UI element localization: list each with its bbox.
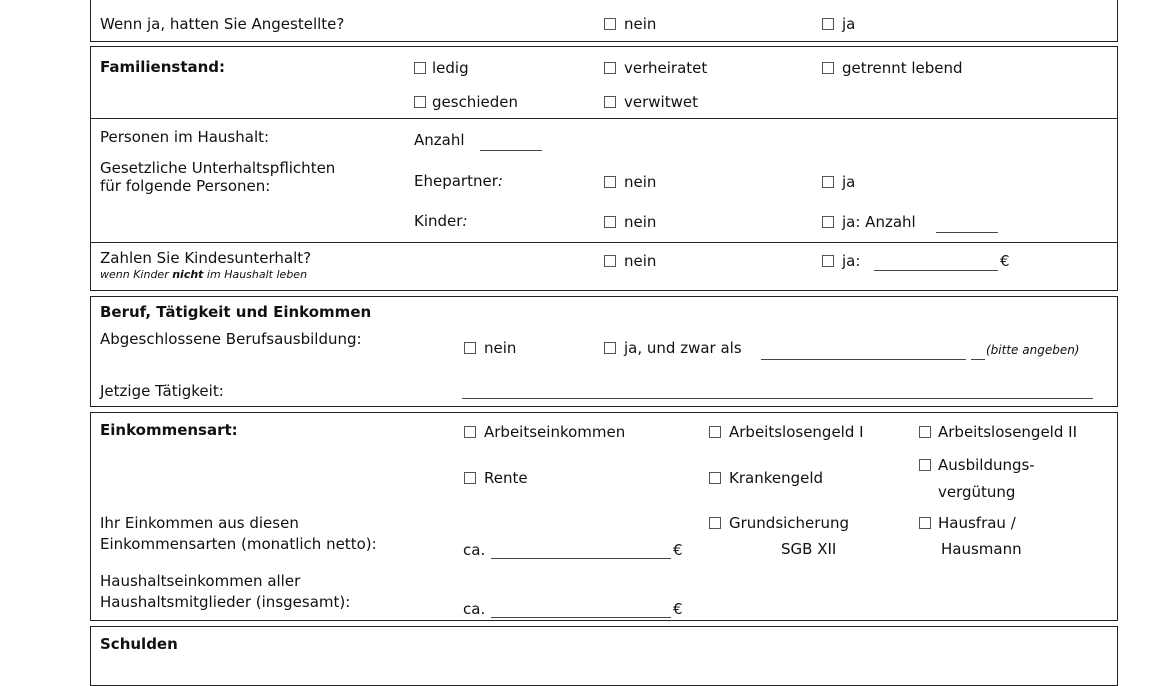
current-job-label: Jetzige Tätigkeit: (100, 382, 224, 400)
child-support-currency: € (1000, 252, 1010, 270)
income-alg2-checkbox[interactable] (919, 426, 931, 438)
household-persons-label: Personen im Haushalt: (100, 128, 270, 146)
income-homemaker-checkbox[interactable] (919, 517, 931, 529)
divider (91, 118, 1117, 119)
income-training-allowance-label-1: Ausbildungs- (938, 456, 1035, 474)
household-count-field[interactable] (480, 150, 542, 151)
household-income-label-2: Haushaltsmitglieder (insgesamt): (100, 593, 351, 611)
spouse-yes-checkbox[interactable] (822, 176, 834, 188)
children-no-checkbox[interactable] (604, 216, 616, 228)
marital-heading: Familienstand: (100, 58, 226, 76)
employees-yes-checkbox[interactable] (822, 18, 834, 30)
divider (91, 242, 1117, 243)
children-label: Kinder: (414, 212, 468, 230)
employees-no-label: nein (624, 15, 657, 33)
income-heading: Einkommensart: (100, 421, 238, 439)
income-basic-security-checkbox[interactable] (709, 517, 721, 529)
training-no-label: nein (484, 339, 517, 357)
children-yes-count-label: ja: Anzahl (842, 213, 916, 231)
training-specify-field[interactable] (761, 359, 966, 360)
spouse-no-checkbox[interactable] (604, 176, 616, 188)
training-no-checkbox[interactable] (464, 342, 476, 354)
children-count-field[interactable] (936, 232, 998, 233)
occupation-heading: Beruf, Tätigkeit und Einkommen (100, 303, 372, 321)
income-homemaker-label-1: Hausfrau / (938, 514, 1016, 532)
marital-separated-label: getrennt lebend (842, 59, 963, 77)
child-support-amount-field[interactable] (874, 270, 998, 271)
own-income-label-2: Einkommensarten (monatlich netto): (100, 535, 377, 553)
own-income-label-1: Ihr Einkommen aus diesen (100, 514, 299, 532)
current-job-field[interactable] (462, 398, 1093, 399)
household-income-approx: ca. (463, 600, 486, 618)
spouse-label: Ehepartner: (414, 172, 503, 190)
household-income-currency: € (673, 600, 683, 618)
marital-widowed-label: verwitwet (624, 93, 698, 111)
income-sickpay-checkbox[interactable] (709, 472, 721, 484)
income-training-allowance-label-2: vergütung (938, 483, 1016, 501)
children-no-label: nein (624, 213, 657, 231)
debts-section (90, 626, 1118, 686)
training-yes-checkbox[interactable] (604, 342, 616, 354)
marital-married-label: verheiratet (624, 59, 708, 77)
income-homemaker-label-2: Hausmann (941, 540, 1022, 558)
child-support-no-checkbox[interactable] (604, 255, 616, 267)
spouse-yes-label: ja (842, 173, 856, 191)
income-alg2-label: Arbeitslosengeld II (938, 423, 1077, 441)
child-support-no-label: nein (624, 252, 657, 270)
own-income-currency: € (673, 541, 683, 559)
income-work-label: Arbeitseinkommen (484, 423, 626, 441)
employees-no-checkbox[interactable] (604, 18, 616, 30)
income-work-checkbox[interactable] (464, 426, 476, 438)
household-income-label-1: Haushaltseinkommen aller (100, 572, 301, 590)
obligations-label-2: für folgende Personen: (100, 177, 271, 195)
training-yes-label: ja, und zwar als (624, 339, 742, 357)
income-basic-security-label-2: SGB XII (781, 540, 837, 558)
income-pension-label: Rente (484, 469, 528, 487)
employees-yes-label: ja (842, 15, 856, 33)
obligations-label-1: Gesetzliche Unterhaltspflichten (100, 159, 336, 177)
income-basic-security-label-1: Grundsicherung (729, 514, 849, 532)
marital-widowed-checkbox[interactable] (604, 96, 616, 108)
income-alg1-label: Arbeitslosengeld I (729, 423, 864, 441)
child-support-question: Zahlen Sie Kindesunterhalt? (100, 249, 312, 267)
income-alg1-checkbox[interactable] (709, 426, 721, 438)
marital-single-checkbox[interactable] (414, 62, 426, 74)
child-support-yes-checkbox[interactable] (822, 255, 834, 267)
marital-married-checkbox[interactable] (604, 62, 616, 74)
marital-single-label: ledig (432, 59, 469, 77)
own-income-amount-field[interactable] (491, 558, 671, 559)
own-income-approx: ca. (463, 541, 486, 559)
debts-heading: Schulden (100, 635, 178, 653)
training-label: Abgeschlossene Berufsausbildung: (100, 330, 362, 348)
employees-question: Wenn ja, hatten Sie Angestellte? (100, 15, 345, 33)
income-training-allowance-checkbox[interactable] (919, 459, 931, 471)
child-support-note: wenn Kinder nicht im Haushalt leben (100, 268, 308, 281)
household-count-label: Anzahl (414, 131, 465, 149)
marital-divorced-checkbox[interactable] (414, 96, 426, 108)
training-specify-field-2[interactable] (971, 359, 985, 360)
spouse-no-label: nein (624, 173, 657, 191)
household-income-amount-field[interactable] (491, 617, 671, 618)
income-sickpay-label: Krankengeld (729, 469, 824, 487)
marital-divorced-label: geschieden (432, 93, 518, 111)
marital-separated-checkbox[interactable] (822, 62, 834, 74)
income-pension-checkbox[interactable] (464, 472, 476, 484)
children-yes-checkbox[interactable] (822, 216, 834, 228)
training-specify-hint: (bitte angeben) (986, 343, 1080, 357)
child-support-yes-label: ja: (842, 252, 861, 270)
